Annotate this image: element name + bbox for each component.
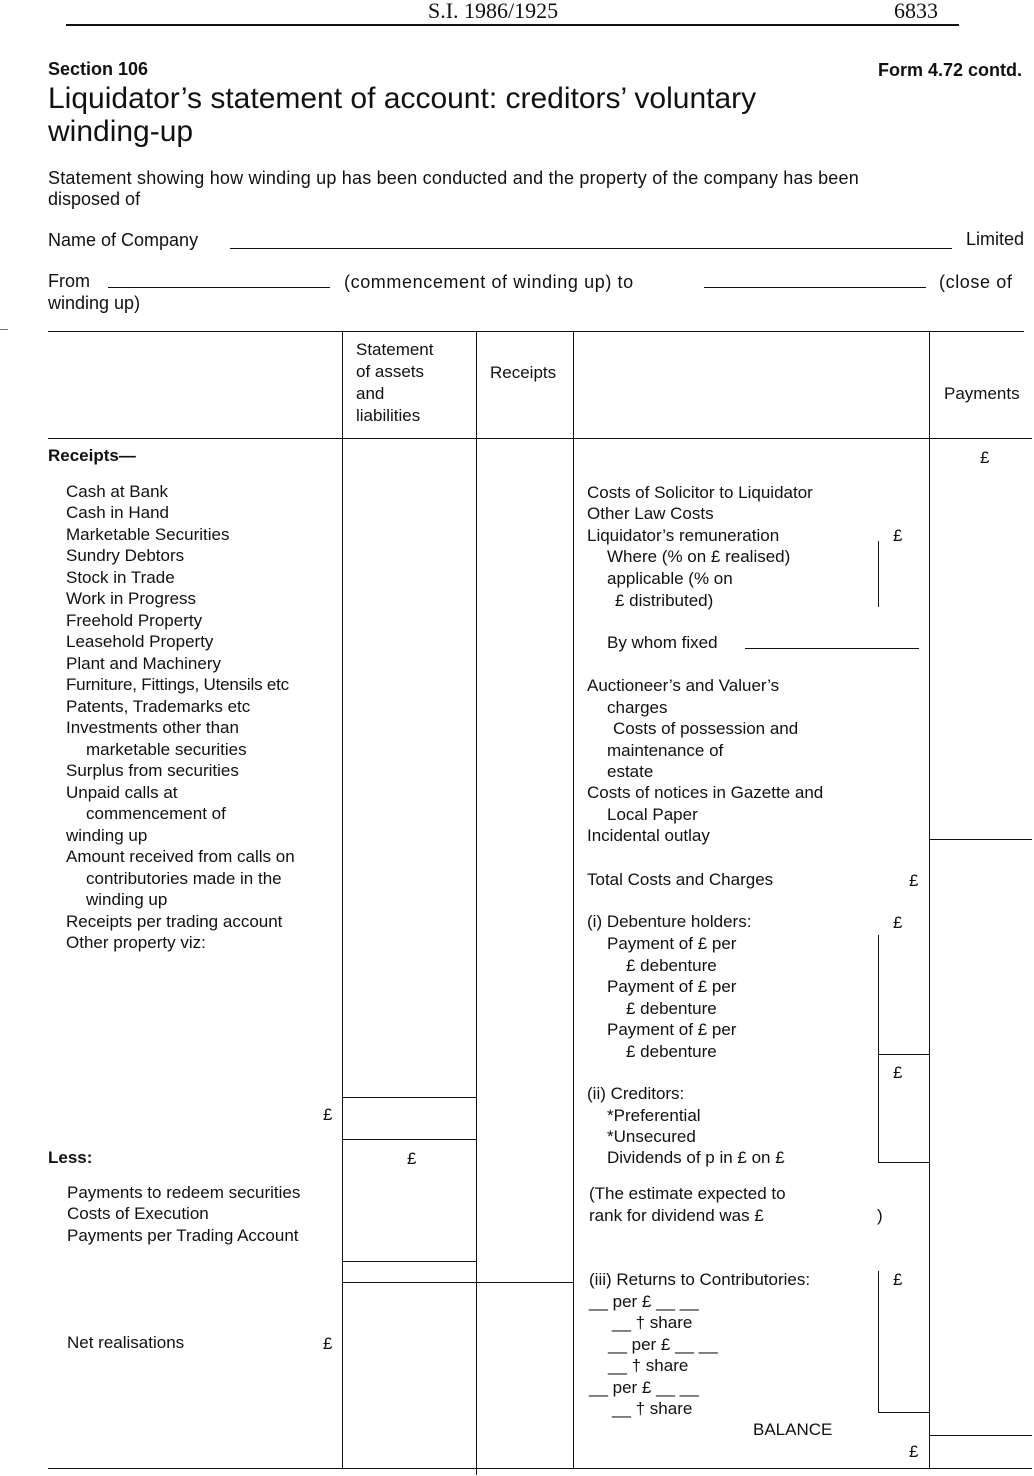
to-date-field[interactable] (704, 287, 926, 288)
payments-symbol: £ (980, 448, 990, 467)
receipt-item: Unpaid calls at (66, 783, 178, 802)
receipt-item: commencement of (86, 804, 226, 823)
debenture-bracket-rule (878, 1054, 930, 1055)
receipt-item: Other property viz: (66, 933, 206, 952)
returns-item: __ † share (608, 1356, 689, 1375)
col-header-statement: and (356, 384, 385, 403)
col-header-statement: Statement (356, 340, 434, 359)
receipt-item: contributories made in the (86, 869, 282, 888)
receipt-item: Receipts per trading account (66, 912, 283, 931)
returns-item: __ per £ __ __ (589, 1292, 699, 1311)
header-rule (66, 24, 959, 26)
cost-item: applicable (% on (607, 569, 733, 588)
from-label: From (48, 271, 90, 291)
debenture-item: £ debenture (626, 999, 717, 1018)
creditor-item: (ii) Creditors: (587, 1084, 685, 1103)
receipt-item: winding up (86, 890, 168, 909)
page-number: 6833 (894, 0, 938, 23)
returns-item: __ † share (612, 1399, 693, 1418)
debenture-item: (i) Debenture holders: (587, 912, 752, 931)
less-item: Payments to redeem securities (67, 1183, 301, 1202)
net-realisations-label: Net realisations (67, 1333, 185, 1352)
col-header-receipts: Receipts (490, 363, 557, 382)
estimate-note: rank for dividend was £ (589, 1206, 764, 1225)
charge-item: maintenance of (607, 741, 724, 760)
by-whom-fixed-label: By whom fixed (607, 633, 718, 652)
col-divider-4 (929, 331, 930, 1468)
col-divider-1 (342, 331, 343, 1468)
receipt-item: Cash at Bank (66, 482, 169, 501)
receipt-item: Work in Progress (66, 589, 197, 608)
charge-item: Auctioneer’s and Valuer’s (587, 676, 780, 695)
remuneration-bracket (878, 541, 879, 607)
returns-symbol: £ (893, 1270, 903, 1289)
charge-item: charges (607, 698, 668, 717)
table-bottom-rule (48, 1468, 1032, 1469)
creditor-item: Dividends of p in £ on £ (607, 1148, 785, 1167)
net-realisations-symbol: £ (323, 1334, 333, 1353)
cost-item: Costs of Solicitor to Liquidator (587, 483, 813, 502)
receipt-item: Surplus from securities (66, 761, 239, 780)
estimate-note: (The estimate expected to (589, 1184, 786, 1203)
less-heading: Less: (48, 1148, 93, 1167)
receipt-item: Cash in Hand (66, 503, 170, 522)
winding-up-label: winding up) (48, 293, 141, 313)
si-reference: S.I. 1986/1925 (428, 0, 559, 23)
receipt-item: Amount received from calls on (66, 847, 295, 866)
creditors-symbol: £ (893, 1063, 903, 1082)
intro-text-cont: disposed of (48, 189, 141, 209)
receipts-total-symbol: £ (323, 1105, 333, 1124)
receipt-item: Furniture, Fittings, Utensils etc (66, 675, 289, 694)
less-rule-2 (342, 1282, 573, 1283)
creditor-item: *Preferential (607, 1106, 701, 1125)
commencement-label: (commencement of winding up) to (344, 272, 634, 292)
returns-item: __ per £ __ __ (589, 1378, 699, 1397)
cost-item: Liquidator’s remuneration (587, 526, 780, 545)
subtotal-rule-top (342, 1097, 476, 1098)
by-whom-fixed-field[interactable] (745, 648, 919, 649)
less-symbol: £ (407, 1149, 417, 1168)
receipts-heading: Receipts— (48, 446, 136, 465)
col-divider-3 (573, 331, 574, 1468)
form-number: Form 4.72 contd. (877, 60, 1022, 80)
page-title-cont: winding-up (48, 115, 194, 148)
balance-symbol: £ (909, 1442, 919, 1461)
col-header-statement: of assets (356, 362, 425, 381)
receipt-item: Marketable Securities (66, 525, 230, 544)
balance-label: BALANCE (753, 1420, 833, 1439)
balance-rule (929, 1435, 1032, 1436)
charge-item: estate (607, 762, 654, 781)
subtotal-rule-bottom (342, 1139, 476, 1140)
receipt-item: Sundry Debtors (66, 546, 185, 565)
creditors-bracket-rule (878, 1162, 930, 1163)
receipt-item: Patents, Trademarks etc (66, 697, 251, 716)
table-top-rule (48, 331, 1024, 332)
table-header-rule (48, 438, 1032, 439)
col-header-statement: liabilities (356, 406, 421, 425)
receipt-item: marketable securities (86, 740, 247, 759)
total-costs-label: Total Costs and Charges (587, 870, 774, 889)
receipt-item: Stock in Trade (66, 568, 175, 587)
col-header-payments: Payments (944, 384, 1020, 403)
receipt-item: Freehold Property (66, 611, 203, 630)
charge-item: Incidental outlay (587, 826, 710, 845)
section-label: Section 106 (48, 59, 149, 79)
receipt-item: Plant and Machinery (66, 654, 221, 673)
page-title: Liquidator’s statement of account: creditors’ voluntary (48, 82, 757, 115)
debenture-item: £ debenture (626, 1042, 717, 1061)
cost-item: £ distributed) (615, 591, 714, 610)
returns-item: __ per £ __ __ (608, 1335, 718, 1354)
company-name-field[interactable] (230, 248, 952, 249)
cost-item: Other Law Costs (587, 504, 714, 523)
debenture-item: £ debenture (626, 956, 717, 975)
returns-bracket (878, 1271, 879, 1413)
cost-item: Where (% on £ realised) (607, 547, 791, 566)
less-item: Costs of Execution (67, 1204, 209, 1223)
total-costs-symbol: £ (909, 871, 919, 890)
limited-label: Limited (965, 229, 1024, 249)
intro-text: Statement showing how winding up has been conducted and the property of the company has been (48, 168, 859, 188)
margin-mark (0, 329, 8, 330)
company-name-label: Name of Company (48, 230, 199, 250)
receipt-item: Investments other than (66, 718, 239, 737)
creditor-item: *Unsecured (607, 1127, 696, 1146)
col-divider-2 (476, 331, 477, 1475)
debenture-bracket (878, 935, 879, 1163)
charge-item: Local Paper (607, 805, 698, 824)
less-rule-1 (342, 1261, 476, 1262)
returns-item: __ † share (612, 1313, 693, 1332)
debenture-symbol: £ (893, 913, 903, 932)
less-item: Payments per Trading Account (67, 1226, 299, 1245)
returns-item: (iii) Returns to Contributories: (589, 1270, 811, 1289)
remuneration-symbol: £ (893, 526, 903, 545)
debenture-item: Payment of £ per (607, 1020, 737, 1039)
charge-item: Costs of possession and (613, 719, 799, 738)
receipt-item: winding up (66, 826, 148, 845)
from-date-field[interactable] (108, 287, 330, 288)
payments-subtotal-rule (929, 839, 1032, 840)
estimate-note-close: ) (877, 1206, 883, 1225)
close-of-label: (close of (939, 272, 1013, 292)
debenture-item: Payment of £ per (607, 977, 737, 996)
charge-item: Costs of notices in Gazette and (587, 783, 824, 802)
debenture-item: Payment of £ per (607, 934, 737, 953)
returns-bracket-rule (878, 1412, 930, 1413)
receipt-item: Leasehold Property (66, 632, 214, 651)
